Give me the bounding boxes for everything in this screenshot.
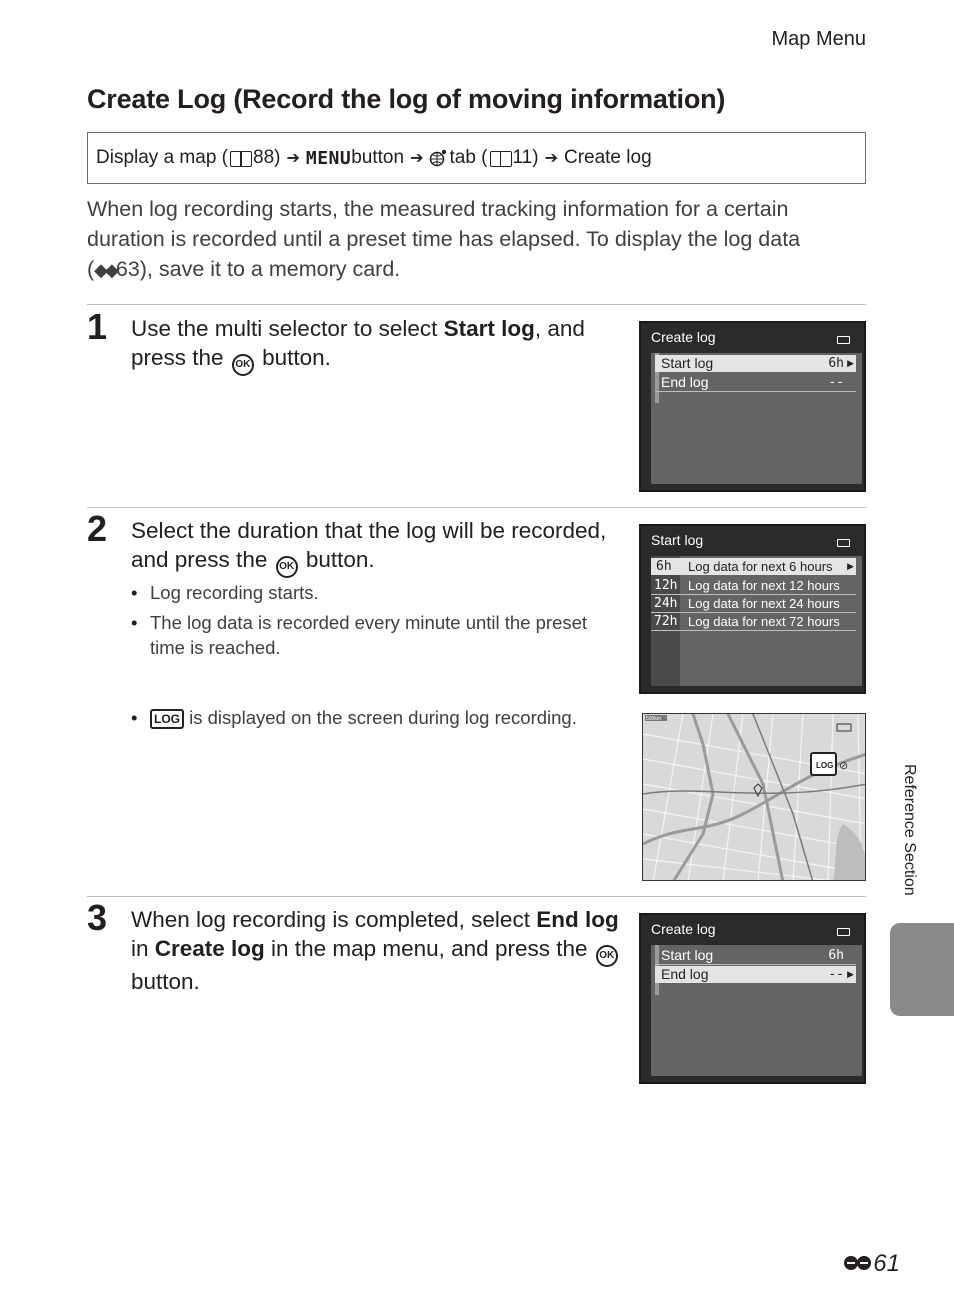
map-illustration <box>643 714 866 881</box>
path-text-3: button <box>351 147 405 168</box>
duration-label: 72h <box>654 614 678 629</box>
arrow-right-icon: ➔ <box>410 150 424 167</box>
menu-item-label: End log <box>661 374 709 390</box>
menu-item-end-log[interactable] <box>655 374 856 392</box>
caret-right-icon: ▶ <box>847 358 854 368</box>
path-text-6: Create log <box>563 147 652 168</box>
page-title: Create Log (Record the log of moving information) <box>87 84 726 114</box>
divider <box>87 304 866 305</box>
menu-item-24h[interactable] <box>651 595 856 613</box>
duration-label: 6h <box>656 559 672 574</box>
step-text: button. <box>131 969 200 994</box>
duration-label: 12h <box>654 578 678 593</box>
divider <box>87 896 866 897</box>
step-number: 1 <box>87 306 108 347</box>
menu-item-label: End log <box>661 966 709 982</box>
menu-item-start-log[interactable] <box>655 355 856 372</box>
path-ref-1: 88 <box>253 147 275 168</box>
step-text: When log recording is completed, select <box>131 907 537 932</box>
menu-item-value: -- <box>828 375 844 390</box>
battery-icon <box>837 928 850 936</box>
menu-item-label: Log data for next 24 hours <box>688 596 840 611</box>
log-icon: LOG <box>150 709 184 729</box>
map-log-badge: LOG <box>816 761 834 770</box>
step-bold: End log <box>536 907 619 932</box>
e-section-icon <box>843 1252 873 1272</box>
path-text-5: ) <box>532 147 539 168</box>
step-text: in <box>131 936 155 961</box>
bullet-item <box>131 705 621 730</box>
duration-label: 24h <box>654 596 678 611</box>
bullet-item: • Log recording starts. <box>131 580 621 605</box>
menu-item-label: Log data for next 6 hours <box>688 559 833 574</box>
menu-item-6h[interactable] <box>651 558 856 575</box>
step-text: Select the duration that the log will be recorded, and press the <box>131 518 607 572</box>
camera-screen-start-log <box>639 524 866 694</box>
path-ref-2: 11 <box>512 147 533 168</box>
divider <box>87 507 866 508</box>
path-text-2: ) <box>274 147 281 168</box>
map-screen <box>642 713 866 881</box>
path-text-4: tab ( <box>449 147 488 168</box>
book-icon <box>490 151 512 167</box>
intro-paragraph <box>87 194 827 285</box>
menu-path-box <box>87 132 866 184</box>
menu-panel <box>651 945 862 1076</box>
caret-right-icon: ▶ <box>847 561 854 571</box>
step-bold: Start log <box>443 316 535 341</box>
step-2-bullets <box>131 580 621 665</box>
camera-screen-end-log <box>639 913 866 1084</box>
step-bold: Create log <box>154 936 265 961</box>
menu-panel <box>651 353 862 484</box>
step-1-text <box>131 314 621 376</box>
globe-icon <box>429 149 447 167</box>
gps-off-icon: ⊘ <box>839 759 849 772</box>
step-text: , and press the <box>131 316 585 370</box>
intro-text-2: ), save it to a memory card. <box>139 257 401 281</box>
menu-item-value: 6h <box>828 948 844 963</box>
camera-screen-create-log <box>639 321 866 492</box>
step-number: 3 <box>87 897 108 938</box>
battery-icon <box>837 539 850 547</box>
menu-button-glyph: MENU <box>305 147 352 169</box>
menu-item-12h[interactable] <box>651 577 856 595</box>
step-text: Use the multi selector to select <box>131 316 444 341</box>
caret-right-icon: ▶ <box>847 969 854 979</box>
step-text: button. <box>299 547 375 572</box>
menu-item-value: 6h <box>828 356 844 371</box>
ok-button-icon: OK <box>276 556 298 578</box>
menu-item-start-log[interactable] <box>655 947 856 965</box>
map-scale: 500km <box>646 716 662 722</box>
menu-panel <box>651 556 862 686</box>
screen-title: Create log <box>651 329 716 345</box>
ok-button-icon: OK <box>596 945 618 967</box>
menu-item-label: Log data for next 72 hours <box>688 614 840 629</box>
running-header: Map Menu <box>771 28 866 50</box>
menu-item-label: Log data for next 12 hours <box>688 578 840 593</box>
path-text-1: Display a map ( <box>96 147 228 168</box>
section-side-label: Reference Section <box>901 764 918 896</box>
page-number <box>843 1250 900 1278</box>
step-number: 2 <box>87 508 108 549</box>
intro-ref: 63 <box>115 257 140 281</box>
menu-item-label: Start log <box>661 947 714 963</box>
step-2-text <box>131 516 621 578</box>
arrow-right-icon: ➔ <box>544 150 558 167</box>
screen-title: Start log <box>651 532 704 548</box>
intro-text-1: When log recording starts, the measured tracking information for a certain duration is recorded until a preset time has elapsed. To display the log data ( <box>87 197 801 281</box>
book-icon <box>230 151 252 167</box>
e-section-icon: ◆◆ <box>94 260 116 280</box>
menu-item-value: -- <box>828 967 844 982</box>
page-number-text: 61 <box>873 1250 900 1277</box>
arrow-right-icon: ➔ <box>286 150 300 167</box>
step-text: in the map menu, and press the <box>264 936 594 961</box>
menu-item-label: Start log <box>661 355 714 371</box>
bullet-text: is displayed on the screen during log recording. <box>184 707 577 728</box>
battery-icon <box>837 336 850 344</box>
menu-item-72h[interactable] <box>651 613 856 631</box>
menu-item-end-log[interactable] <box>655 966 856 983</box>
step-3-text <box>131 905 621 996</box>
bullet-item: • The log data is recorded every minute until the preset time is reached. <box>131 610 621 660</box>
step-2-bullet-log <box>131 705 621 735</box>
ok-button-icon: OK <box>232 354 254 376</box>
step-text: button. <box>255 345 331 370</box>
screen-title: Create log <box>651 921 716 937</box>
section-tab <box>890 923 954 1016</box>
